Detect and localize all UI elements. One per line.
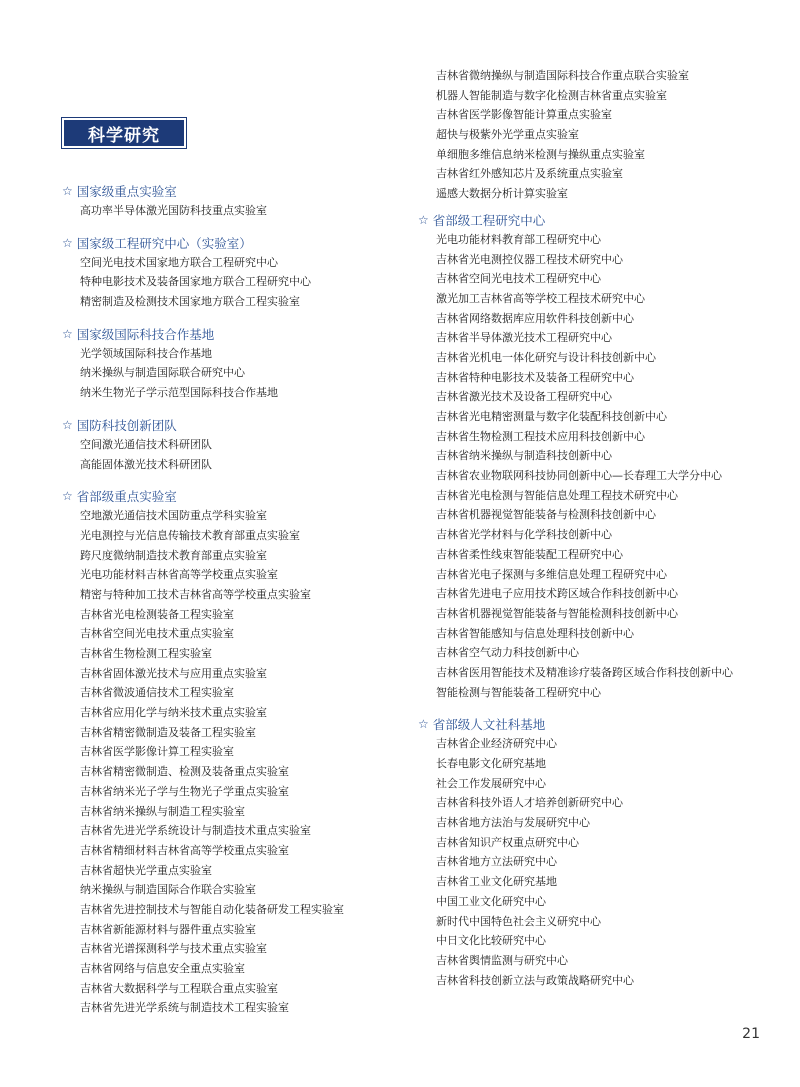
list-item: 特种电影技术及装备国家地方联合工程研究中心 — [80, 275, 311, 289]
section-heading — [62, 233, 392, 253]
section-heading — [62, 181, 392, 201]
section-heading-text: 国家级重点实验室 — [76, 184, 177, 199]
list-item: 遥感大数据分析计算实验室 — [436, 187, 568, 201]
list-item: 精密制造及检测技术国家地方联合工程实验室 — [80, 295, 300, 309]
list-item: 单细胞多维信息纳米检测与操纵重点实验室 — [436, 147, 645, 161]
section-heading-text: 国家级工程研究中心（实验室） — [76, 235, 252, 251]
list-item: 吉林省空气动力科技创新中心 — [436, 646, 579, 660]
list-item: 吉林省半导体激光技术工程研究中心 — [436, 331, 612, 345]
list-item: 社会工作发展研究中心 — [436, 776, 546, 790]
list-item: 吉林省光谱探测科学与技术重点实验室 — [80, 942, 267, 956]
list-item: 吉林省光电测控仪器工程技术研究中心 — [436, 252, 623, 266]
section-heading-text: 省部级重点实验室 — [76, 489, 177, 505]
page-title: 科学研究 — [64, 120, 184, 146]
section-heading — [62, 324, 392, 344]
list-item: 中日文化比较研究中心 — [436, 934, 546, 948]
list-item: 吉林省机器视觉智能装备与检测科技创新中心 — [436, 508, 656, 522]
list-item: 纳米操纵与制造国际合作联合实验室 — [80, 883, 256, 897]
star-icon: ☆ — [418, 212, 429, 227]
list-item: 吉林省医用智能技术及精准诊疗装备跨区域合作科技创新中心 — [436, 665, 733, 679]
list-item: 光电测控与光信息传输技术教育部重点实验室 — [80, 528, 300, 542]
star-icon: ☆ — [62, 489, 73, 504]
list-item: 吉林省舆情监测与研究中心 — [436, 953, 568, 967]
list-item: 吉林省精密微制造及装备工程实验室 — [80, 725, 256, 739]
star-icon: ☆ — [62, 417, 73, 432]
list-item: 吉林省大数据科学与工程联合重点实验室 — [80, 981, 278, 995]
star-icon: ☆ — [62, 184, 73, 198]
list-item: 吉林省医学影像智能计算重点实验室 — [436, 108, 612, 122]
list-item: 吉林省光学材料与化学科技创新中心 — [436, 528, 612, 542]
list-item: 吉林省光电精密测量与数字化装配科技创新中心 — [436, 410, 667, 423]
list-item: 吉林省微纳操纵与制造国际科技合作重点联合实验室 — [436, 69, 689, 82]
page-number: 21 — [742, 1026, 760, 1042]
section-heading — [62, 486, 392, 506]
left-column — [62, 181, 392, 1018]
list-item: 精密与特种加工技术吉林省高等学校重点实验室 — [80, 587, 311, 601]
list-item: 吉林省特种电影技术及装备工程研究中心 — [436, 370, 634, 384]
list-item: 吉林省光电检测与智能信息处理工程技术研究中心 — [436, 488, 678, 502]
list-item: 吉林省先进光学系统与制造技术工程实验室 — [80, 1001, 289, 1015]
list-item: 空间光电技术国家地方联合工程研究中心 — [80, 255, 278, 269]
list-item: 吉林省智能感知与信息处理科技创新中心 — [436, 626, 634, 640]
list-item: 高功率半导体激光国防科技重点实验室 — [80, 204, 267, 217]
list-item: 吉林省光电子探测与多维信息处理工程研究中心 — [436, 567, 667, 581]
list-item: 光电功能材料教育部工程研究中心 — [436, 232, 601, 246]
star-icon: ☆ — [418, 717, 429, 732]
list-item: 吉林省科技外语人才培养创新研究中心 — [436, 796, 623, 810]
list-item: 吉林省工业文化研究基地 — [436, 875, 557, 889]
section-heading — [62, 415, 392, 435]
section-heading-text: 省部级人文社科基地 — [432, 717, 546, 733]
list-item: 新时代中国特色社会主义研究中心 — [436, 914, 601, 928]
list-item: 吉林省微波通信技术工程实验室 — [80, 686, 234, 700]
list-item: 吉林省网络与信息安全重点实验室 — [80, 962, 245, 975]
list-item: 吉林省固体激光技术与应用重点实验室 — [80, 666, 267, 680]
list-item: 吉林省知识产权重点研究中心 — [436, 835, 579, 849]
list-item: 吉林省地方法治与发展研究中心 — [436, 816, 590, 830]
list-item: 吉林省先进光学系统设计与制造技术重点实验室 — [80, 824, 311, 838]
list-item: 空地激光通信技术国防重点学科实验室 — [80, 509, 267, 523]
list-item: 吉林省先进电子应用技术跨区域合作科技创新中心 — [436, 587, 678, 601]
list-item: 吉林省红外感知芯片及系统重点实验室 — [436, 167, 623, 181]
section-heading-text: 国家级国际科技合作基地 — [76, 326, 215, 342]
list-item: 吉林省纳米操纵与制造工程实验室 — [80, 804, 245, 818]
list-item: 长春电影文化研究基地 — [436, 757, 546, 770]
list-item: 吉林省光电检测装备工程实验室 — [80, 607, 234, 621]
list-item: 吉林省超快光学重点实验室 — [80, 863, 212, 877]
section-heading — [418, 714, 778, 734]
list-item: 吉林省激光技术及设备工程研究中心 — [436, 390, 612, 404]
list-item: 吉林省空间光电技术工程研究中心 — [436, 272, 601, 286]
list-item: 智能检测与智能装备工程研究中心 — [436, 685, 601, 699]
list-item: 光学领域国际科技合作基地 — [80, 346, 212, 360]
list-item: 吉林省精密微制造、检测及装备重点实验室 — [80, 765, 289, 779]
star-icon: ☆ — [62, 235, 73, 250]
list-item: 超快与极紫外光学重点实验室 — [436, 128, 579, 142]
list-item: 高能固体激光技术科研团队 — [80, 457, 212, 471]
section-heading-text: 国防科技创新团队 — [76, 417, 177, 433]
list-item: 吉林省农业物联网科技协同创新中心—长春理工大学分中心 — [436, 469, 722, 483]
list-item: 吉林省柔性线束智能装配工程研究中心 — [436, 547, 623, 561]
list-item: 吉林省企业经济研究中心 — [436, 737, 557, 751]
list-item: 吉林省网络数据库应用软件科技创新中心 — [436, 311, 634, 325]
list-item: 吉林省纳米操纵与制造科技创新中心 — [436, 449, 612, 463]
list-item: 跨尺度微纳制造技术教育部重点实验室 — [80, 548, 267, 562]
list-item: 吉林省空间光电技术重点实验室 — [80, 627, 234, 641]
list-item: 激光加工吉林省高等学校工程技术研究中心 — [436, 291, 645, 305]
right-column — [418, 66, 778, 990]
list-item: 吉林省新能源材料与器件重点实验室 — [80, 922, 256, 936]
list-item: 吉林省先进控制技术与智能自动化装备研发工程实验室 — [80, 902, 344, 916]
list-item: 吉林省精细材料吉林省高等学校重点实验室 — [80, 843, 289, 857]
list-item: 吉林省纳米光子学与生物光子学重点实验室 — [80, 784, 289, 798]
list-item: 吉林省科技创新立法与政策战略研究中心 — [436, 973, 634, 987]
star-icon: ☆ — [62, 326, 73, 341]
list-item: 吉林省生物检测工程实验室 — [80, 647, 212, 660]
list-item: 吉林省地方立法研究中心 — [436, 855, 557, 869]
list-item: 机器人智能制造与数字化检测吉林省重点实验室 — [436, 88, 667, 102]
list-item: 纳米操纵与制造国际联合研究中心 — [80, 366, 245, 380]
list-item: 吉林省医学影像计算工程实验室 — [80, 745, 234, 759]
title-box — [61, 117, 187, 149]
list-item: 中国工业文化研究中心 — [436, 894, 546, 908]
section-heading-text: 省部级工程研究中心 — [432, 212, 546, 228]
list-item: 吉林省光机电一体化研究与设计科技创新中心 — [436, 350, 656, 364]
list-item: 吉林省机器视觉智能装备与智能检测科技创新中心 — [436, 606, 678, 620]
list-item: 空间激光通信技术科研团队 — [80, 437, 212, 451]
section-heading — [418, 210, 778, 230]
list-item: 光电功能材料吉林省高等学校重点实验室 — [80, 568, 278, 582]
list-item: 纳米生物光子学示范型国际科技合作基地 — [80, 386, 278, 400]
list-item: 吉林省应用化学与纳米技术重点实验室 — [80, 706, 267, 720]
list-item: 吉林省生物检测工程技术应用科技创新中心 — [436, 429, 645, 443]
